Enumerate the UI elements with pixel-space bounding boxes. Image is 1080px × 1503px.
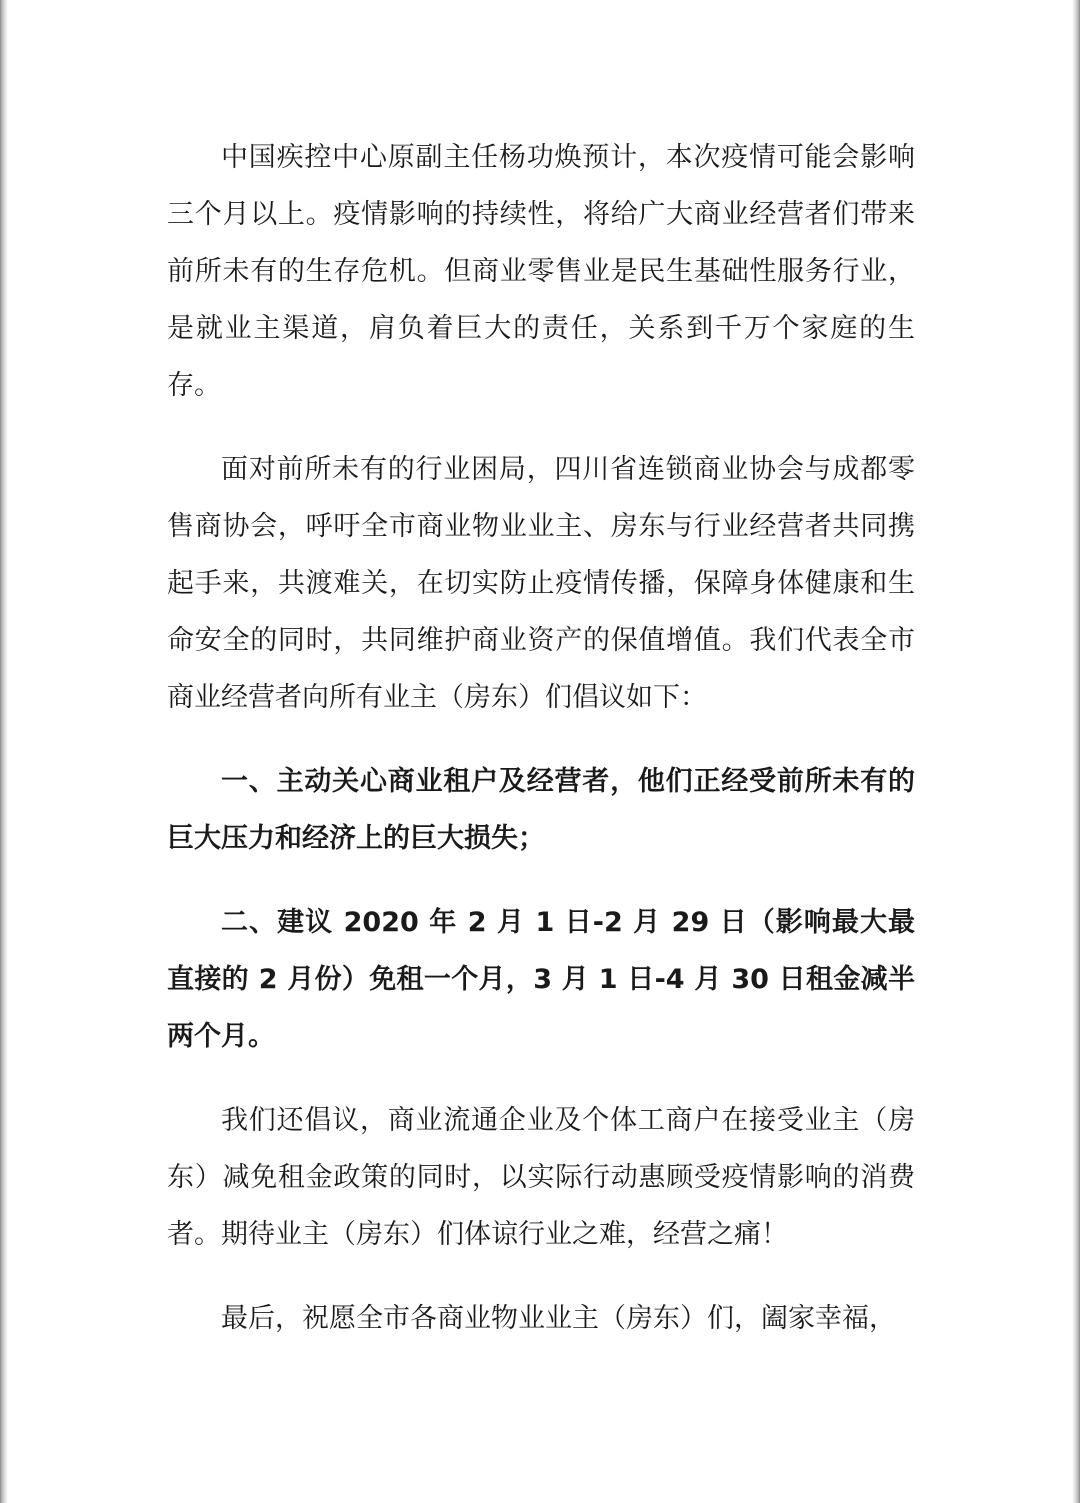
paragraph-situation: 中国疾控中心原副主任杨功焕预计，本次疫情可能会影响三个月以上。疫情影响的持续性，将给广大商业经营者们带来前所未有的生存危机。但商业零售业是民生基础性服务行业，是就业主渠道，肩负着巨大的责任，关系到千万个家庭的生存。 bbox=[167, 142, 915, 401]
paragraph-consumer-appeal: 我们还倡议，商业流通企业及个体工商户在接受业主（房东）减免租金政策的同时，以实际行动惠顾受疫情影响的消费者。期待业主（房东）们体谅行业之难，经营之痛！ bbox=[167, 1105, 915, 1250]
paragraph-appeal: 面对前所未有的行业困局，四川省连锁商业协会与成都零售商协会，呼吁全市商业物业业主、房东与行业经营者共同携起手来，共渡难关，在切实防止疫情传播，保障身体健康和生命安全的同时，共同维护商业资产的保值增值。我们代表全市商业经营者向所有业主（房东）们倡议如下： bbox=[167, 454, 915, 713]
document-page bbox=[167, 129, 915, 1347]
proposal-item-2: 二、建议 2020 年 2 月 1 日-2 月 29 日（影响最大最直接的 2 月份）免租一个月，3 月 1 日-4 月 30 日租金减半两个月。 bbox=[167, 907, 915, 1052]
proposal-item-1: 一、主动关心商业租户及经营者，他们正经受前所未有的巨大压力和经济上的巨大损失； bbox=[167, 766, 915, 854]
page-left-edge bbox=[0, 0, 8, 1503]
page-right-edge bbox=[1072, 0, 1080, 1503]
paragraph-closing: 最后，祝愿全市各商业物业业主（房东）们，阖家幸福， bbox=[221, 1303, 896, 1334]
